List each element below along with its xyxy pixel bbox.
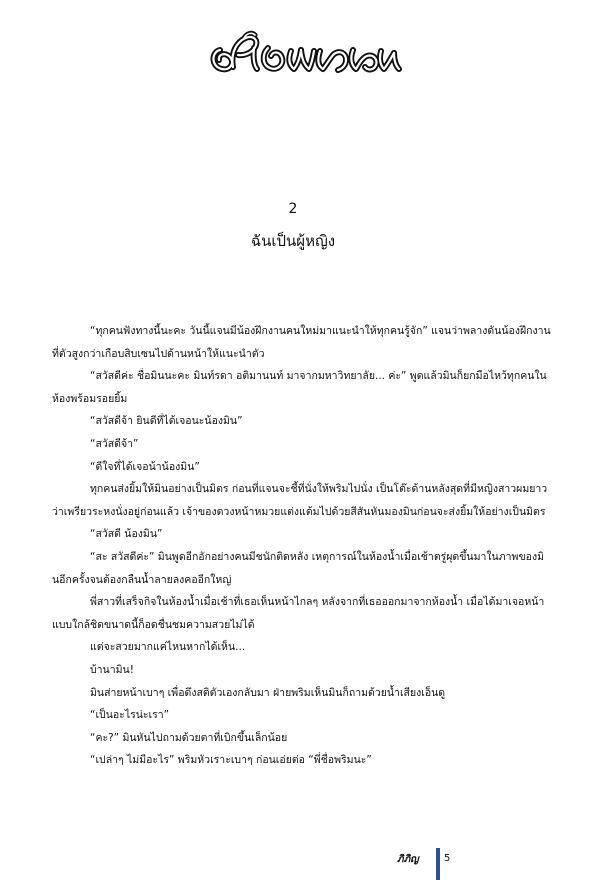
page-number: 5	[444, 853, 451, 864]
paragraph: “เปล่าๆ ไม่มีอะไร” พริมหัวเราะเบาๆ ก่อนเอ่ยต่อ “พี่ชื่อพริมนะ”	[90, 754, 372, 767]
paragraph: “สวัสดี น้องมิน”	[90, 528, 163, 541]
paragraph: “สวัสดีจ้า ยินดีที่ได้เจอนะน้องมิน”	[90, 415, 243, 428]
story-body	[52, 320, 555, 772]
title-logo	[200, 30, 412, 86]
paragraph: มินส่ายหน้าเบาๆ เพื่อดึงสติตัวเองกลับมา ฝ่ายพริมเห็นมินก็ถามด้วยน้ำเสียงเอ็นดู	[90, 686, 446, 699]
paragraph: บ้านามิน!	[90, 663, 134, 676]
paragraph: “เป็นอะไรน่ะเรา”	[90, 709, 170, 722]
paragraph: “คะ?” มินหันไปถามด้วยตาที่เบิกขึ้นเล็กน้อย	[90, 731, 288, 744]
paragraph: “สวัสดีค่ะ ชื่อมินนะคะ มินท์รดา อติมานนท์ มาจากมหาวิทยาลัย... ค่ะ” พูดแล้วมินก็ยกมือไหว้ทุกคนในห้องพร้อมรอยยิ้ม	[52, 370, 547, 405]
footer-divider	[436, 848, 440, 880]
paragraph: “สะ สวัสดีค่ะ” มินพูดอีกอักอย่างคนมีชนักติดหลัง เหตุการณ์ในห้องน้ำเมื่อเช้าตรู่ผุดขึ้นมาในภาพของมินอีกครั้งจนต้องกลืนน้ำลายลงคออีกใหญ่	[52, 550, 544, 586]
paragraph: “สวัสดีจ้า”	[90, 437, 139, 450]
paragraph: “ดีใจที่ได้เจอน้าน้องมิน”	[90, 460, 200, 473]
chapter-number: 2	[288, 201, 298, 217]
footer-author: ภิภิญ	[397, 854, 419, 865]
paragraph: “ทุกคนฟังทางนี้นะคะ วันนี้แจนมีน้องฝึกงานคนใหม่มาแนะนำให้ทุกคนรู้จัก” แจนว่าพลางดันน้องฝึกงานที่ตัวสูงกว่าเกือบสิบเซนไปด้านหน้าให้แนะนำตัว	[52, 325, 551, 360]
paragraph: พี่สาวที่เสร็จกิจในห้องน้ำเมื่อเช้าที่เธอเห็นหน้าไกลๆ หลังจากที่เธอออกมาจากห้องน้ำ เมื่อได้มาเจอหน้าแบบใกล้ชิดขนาดนี้ก็อดชื่นชมความสวยไม่ได้	[52, 596, 545, 631]
chapter-title: ฉันเป็นผู้หญิง	[250, 232, 336, 250]
paragraph: ทุกคนส่งยิ้มให้มินอย่างเป็นมิตร ก่อนที่แจนจะชี้ที่นั่งให้พริมไปนั่ง เป็นโต๊ะด้านหลังสุดที่มีหญิงสาวผมยาวว่าเพรียวระหงนั่งอยู่ก่อนแล้ว เจ้าของดวงหน้าหมวยแต่งแต้มไปด้วยสีสันหันมองมินก่อนจะส่งยิ้มให้อย่างเป็นมิตร	[52, 483, 548, 518]
paragraph: แต่จะสวยมากแค่ไหนหากได้เห็น...	[90, 641, 246, 654]
